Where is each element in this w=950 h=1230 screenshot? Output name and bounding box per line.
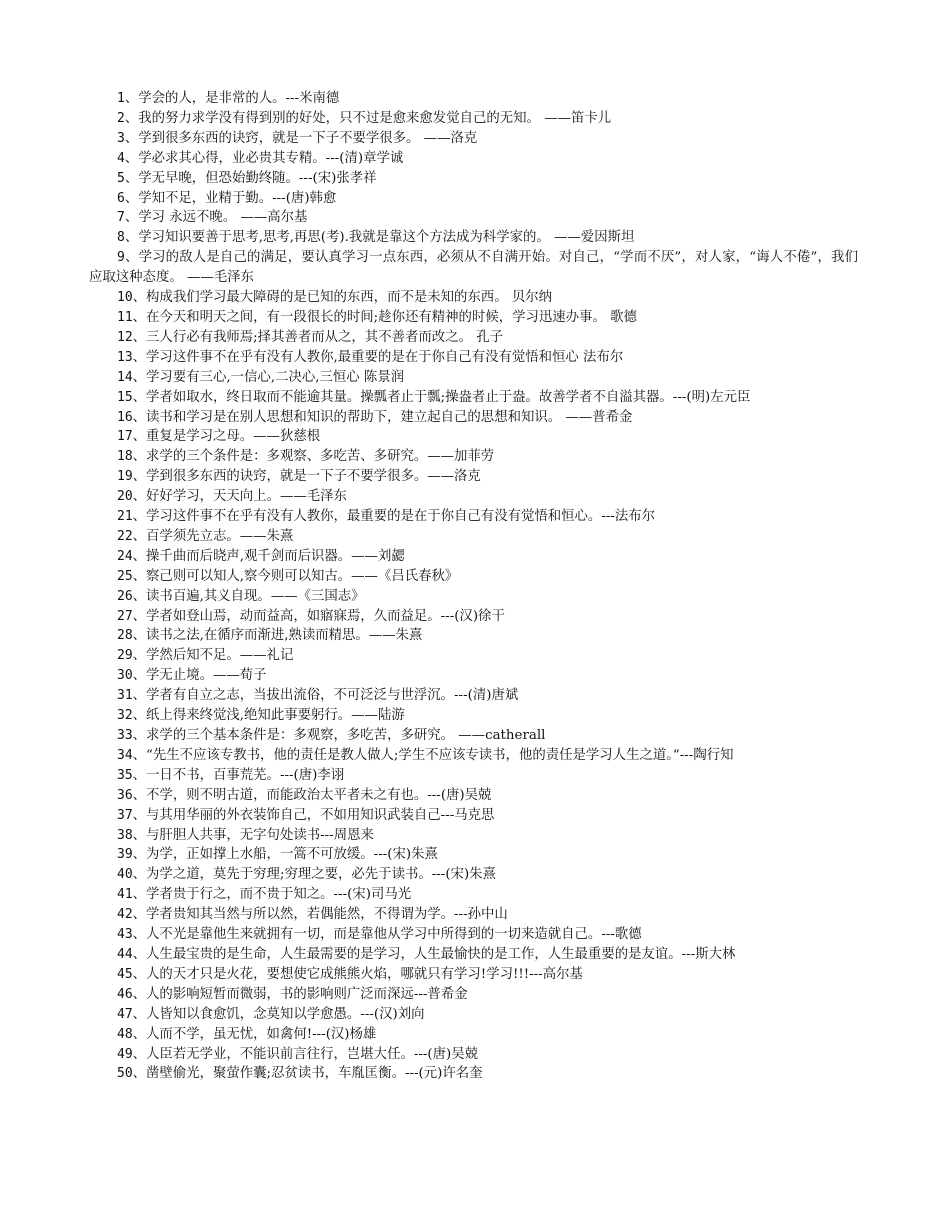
- quote-item: [89, 587, 858, 607]
- quote-number: 43: [117, 927, 133, 943]
- quote-separator: 、: [132, 946, 147, 962]
- quote-item: [89, 905, 858, 925]
- quote-separator: 、: [132, 489, 147, 505]
- quote-text: 学会的人，是非常的人。---米南德: [138, 91, 340, 106]
- quote-text: 学习这件事不在乎有没有人教你，最重要的是在于你自己有没有觉悟和恒心。---法布尔: [146, 509, 656, 525]
- quote-text: 学无止境。——荀子: [146, 668, 267, 684]
- quote-item: [89, 766, 858, 786]
- quote-separator: 、: [124, 91, 139, 106]
- quote-text: 学者如取水，终日取而不能逾其量。操瓢者止于瓢;操盎者止于盎。故善学者不自溢其器。---(明)左元臣: [146, 389, 751, 405]
- quote-text: 读书和学习是在别人思想和知识的帮助下，建立起自己的思想和知识。 ——普希金: [146, 409, 633, 425]
- quote-item: [89, 388, 858, 408]
- quote-text: 人臣若无学业，不能识前言往行，岂堪大任。---(唐)吴兢: [146, 1046, 479, 1062]
- quote-text: “先生不应该专教书，他的责任是教人做人;学生不应该专读书，他的责任是学习人生之道。”---陶行知: [146, 747, 734, 763]
- quote-item: [89, 567, 858, 587]
- quote-text: 为学，正如撑上水船，一篙不可放缓。---(宋)朱熹: [146, 847, 438, 863]
- quote-number: 18: [117, 449, 133, 465]
- quote-text: 与肝胆人共事，无字句处读书---周恩来: [146, 827, 374, 843]
- quote-item: [89, 607, 858, 627]
- quote-separator: 、: [132, 668, 147, 684]
- quote-text: 学然后知不足。——礼记: [146, 648, 294, 664]
- quote-item: [89, 925, 858, 945]
- quote-item: [89, 965, 858, 985]
- quote-text: 学必求其心得，业必贵其专精。---(清)章学诚: [138, 150, 404, 166]
- quote-separator: 、: [132, 349, 147, 365]
- quote-separator: 、: [132, 827, 147, 843]
- quote-number: 24: [117, 548, 133, 564]
- quote-number: 31: [117, 688, 133, 704]
- quote-item: [89, 626, 858, 646]
- quote-number: 7: [117, 210, 125, 226]
- quote-separator: 、: [124, 230, 139, 246]
- quote-separator: 、: [132, 867, 147, 883]
- quote-item: [89, 646, 858, 666]
- quote-number: 39: [117, 847, 133, 863]
- quote-separator: 、: [132, 767, 147, 783]
- quote-number: 11: [117, 309, 133, 325]
- quote-separator: 、: [132, 469, 147, 485]
- quote-number: 26: [117, 588, 133, 604]
- quote-item: [89, 786, 858, 806]
- quote-separator: 、: [132, 528, 147, 544]
- quote-separator: 、: [132, 1066, 147, 1082]
- quote-number: 38: [117, 827, 133, 843]
- quote-number: 37: [117, 807, 133, 823]
- quote-number: 2: [117, 110, 125, 126]
- quote-item: [89, 945, 858, 965]
- quote-number: 35: [117, 767, 133, 783]
- quote-separator: 、: [132, 1006, 147, 1022]
- quote-text: 好好学习，天天向上。——毛泽东: [146, 489, 347, 505]
- quote-item: [89, 248, 858, 288]
- quote-number: 41: [117, 887, 133, 903]
- quote-separator: 、: [132, 728, 147, 743]
- quote-text: 察己则可以知人,察今则可以知古。——《吕氏春秋》: [146, 568, 459, 584]
- quote-text: 学习这件事不在乎有没有人教你,最重要的是在于你自己有没有觉悟和恒心 法布尔: [146, 349, 624, 365]
- quote-number: 6: [117, 190, 125, 206]
- quote-text: 人的天才只是火花，要想使它成熊熊火焰，哪就只有学习!学习!!!---高尔基: [146, 966, 583, 982]
- quote-item: [89, 1064, 858, 1084]
- quote-item: [89, 507, 858, 527]
- quote-item: [89, 328, 858, 348]
- quote-separator: 、: [124, 170, 139, 186]
- quote-number: 19: [117, 469, 133, 485]
- quote-number: 50: [117, 1066, 133, 1082]
- quote-item: [89, 547, 858, 567]
- quote-item: [89, 985, 858, 1005]
- quote-number: 44: [117, 946, 133, 962]
- quote-separator: 、: [132, 907, 147, 923]
- quote-separator: 、: [132, 986, 147, 1002]
- quote-number: 13: [117, 349, 133, 365]
- quote-number: 30: [117, 668, 133, 684]
- quote-item: [89, 467, 858, 487]
- quote-text: 一日不书，百事荒芜。---(唐)李诩: [146, 767, 345, 783]
- quote-text: 求学的三个条件是：多观察、多吃苦、多研究。——加菲劳: [146, 449, 495, 465]
- quote-separator: 、: [132, 409, 147, 425]
- quote-item: [89, 208, 858, 228]
- quote-number: 25: [117, 568, 133, 584]
- quote-number: 21: [117, 509, 133, 525]
- quote-text: 操千曲而后晓声,观千剑而后识器。——刘勰: [146, 548, 405, 564]
- quote-item: [89, 885, 858, 905]
- quote-number: 48: [117, 1026, 133, 1042]
- quote-text: 学到很多东西的诀窍，就是一下子不要学很多。 ——洛克: [138, 130, 478, 146]
- quote-item: [89, 826, 858, 846]
- quote-item: [89, 89, 858, 109]
- quote-item: [89, 308, 858, 328]
- quote-text: 学者贵知其当然与所以然，若偶能然，不得谓为学。---孙中山: [146, 907, 508, 923]
- quote-item: [89, 706, 858, 726]
- quote-separator: 、: [132, 887, 147, 903]
- quote-item: [89, 368, 858, 388]
- quote-number: 8: [117, 230, 125, 246]
- quote-text: 与其用华丽的外衣装饰自己，不如用知识武装自己---马克思: [146, 807, 495, 823]
- quote-text: 不学，则不明古道，而能政治太平者未之有也。---(唐)吴兢: [146, 787, 492, 803]
- quote-number: 46: [117, 986, 133, 1002]
- quote-item: [89, 129, 858, 149]
- quote-item: [89, 149, 858, 169]
- quote-separator: 、: [124, 130, 139, 146]
- quote-text: 学习 永远不晚。 ——高尔基: [138, 210, 308, 226]
- quote-text: 学知不足，业精于勤。---(唐)韩愈: [138, 190, 337, 206]
- quote-text: 构成我们学习最大障碍的是已知的东西，而不是未知的东西。 贝尔纳: [146, 290, 553, 306]
- quote-text: 我的努力求学没有得到别的好处，只不过是愈来愈发觉自己的无知。 ——笛卡儿: [138, 110, 612, 126]
- quote-separator: 、: [124, 210, 139, 226]
- quote-number: 27: [117, 608, 133, 624]
- quote-item: [89, 1045, 858, 1065]
- quote-text: 人不光是靠他生来就拥有一切，而是靠他从学习中所得到的一切来造就自己。---歌德: [146, 927, 642, 943]
- quote-separator: 、: [124, 150, 139, 166]
- quote-number: 28: [117, 628, 133, 644]
- quote-separator: 、: [132, 927, 147, 943]
- quote-item: [89, 686, 858, 706]
- quote-number: 1: [117, 91, 125, 106]
- quote-text: 重复是学习之母。——狄慈根: [146, 429, 321, 445]
- quote-text: 人的影响短暂而微弱，书的影响则广泛而深远---普希金: [146, 986, 468, 1002]
- quote-separator: 、: [132, 588, 147, 604]
- quote-item: [89, 109, 858, 129]
- quote-separator: 、: [124, 110, 139, 126]
- quote-text: 学习要有三心,一信心,二决心,三恒心 陈景润: [146, 369, 405, 385]
- quote-separator: 、: [124, 250, 139, 266]
- quote-item: [89, 447, 858, 467]
- quote-text: 百学须先立志。——朱熹: [146, 528, 294, 544]
- quote-separator: 、: [132, 309, 147, 325]
- quote-text: 三人行必有我师焉;择其善者而从之，其不善者而改之。 孔子: [146, 329, 503, 345]
- quote-item: [89, 288, 858, 308]
- quote-text: 学习知识要善于思考,思考,再思(考).我就是靠这个方法成为科学家的。 ——爱因斯坦: [138, 230, 635, 246]
- quote-separator: 、: [132, 429, 147, 445]
- quote-text: 凿壁偷光，聚萤作囊;忍贫读书，车胤匡衡。---(元)许名奎: [146, 1066, 483, 1082]
- quote-number: 42: [117, 907, 133, 923]
- quote-item: [89, 228, 858, 248]
- quote-text: 人生最宝贵的是生命，人生最需要的是学习，人生最愉快的是工作，人生最重要的是友谊。---斯大林: [146, 946, 736, 962]
- quote-text: 人皆知以食愈饥，念莫知以学愈愚。---(汉)刘向: [146, 1006, 425, 1022]
- quote-separator: 、: [132, 509, 147, 525]
- quote-text: 求学的三个基本条件是：多观察，多吃苦，多研究。 ——catherall: [146, 728, 546, 743]
- quote-list: [89, 89, 858, 1084]
- quote-number: 5: [117, 170, 125, 186]
- quote-number: 45: [117, 966, 133, 982]
- quote-separator: 、: [132, 787, 147, 803]
- quote-separator: 、: [132, 449, 147, 465]
- quote-number: 49: [117, 1046, 133, 1062]
- quote-separator: 、: [132, 389, 147, 405]
- quote-item: [89, 189, 858, 209]
- quote-number: 12: [117, 329, 133, 345]
- quote-text: 学无早晚，但恐始勤终随。---(宋)张孝祥: [138, 170, 377, 186]
- quote-text: 在今天和明天之间，有一段很长的时间;趁你还有精神的时候，学习迅速办事。 歌德: [146, 309, 637, 325]
- quote-separator: 、: [132, 548, 147, 564]
- quote-number: 34: [117, 747, 133, 763]
- quote-number: 40: [117, 867, 133, 883]
- quote-number: 14: [117, 369, 133, 385]
- quote-text: 为学之道，莫先于穷理;穷理之要，必先于读书。---(宋)朱熹: [146, 867, 496, 883]
- quote-item: [89, 865, 858, 885]
- quote-separator: 、: [132, 608, 147, 624]
- quote-text: 学习的敌人是自己的满足，要认真学习一点东西，必须从不自满开始。对自己，“学而不厌”，对人家，“诲人不倦”，我们应取这种态度。 ——毛泽东: [89, 250, 858, 286]
- quote-text: 学到很多东西的诀窍，就是一下子不要学很多。——洛克: [146, 469, 481, 485]
- quote-separator: 、: [132, 1026, 147, 1042]
- quote-separator: 、: [132, 568, 147, 584]
- quote-number: 22: [117, 528, 133, 544]
- quote-separator: 、: [132, 290, 147, 306]
- quote-number: 10: [117, 290, 133, 306]
- quote-number: 17: [117, 429, 133, 445]
- quote-separator: 、: [132, 688, 147, 704]
- quote-number: 16: [117, 409, 133, 425]
- quote-number: 4: [117, 150, 125, 166]
- quote-text: 学者如登山焉，动而益高，如寤寐焉，久而益足。---(汉)徐干: [146, 608, 505, 624]
- quote-separator: 、: [132, 628, 147, 644]
- quote-separator: 、: [132, 747, 147, 763]
- quote-number: 20: [117, 489, 133, 505]
- quote-item: [89, 527, 858, 547]
- quote-separator: 、: [124, 190, 139, 206]
- quote-text: 学者贵于行之，而不贵于知之。---(宋)司马光: [146, 887, 412, 903]
- quote-separator: 、: [132, 708, 147, 724]
- quote-number: 47: [117, 1006, 133, 1022]
- quote-text: 学者有自立之志，当拔出流俗，不可泛泛与世浮沉。---(清)唐斌: [146, 688, 519, 704]
- quote-number: 33: [117, 728, 133, 743]
- quote-separator: 、: [132, 648, 147, 664]
- quote-text: 纸上得来终觉浅,绝知此事要躬行。——陆游: [146, 708, 405, 724]
- quote-number: 15: [117, 389, 133, 405]
- quote-item: [89, 726, 858, 746]
- quote-item: [89, 348, 858, 368]
- quote-separator: 、: [132, 329, 147, 345]
- quote-number: 36: [117, 787, 133, 803]
- quote-text: 读书之法,在循序而渐进,熟读而精思。——朱熹: [146, 628, 423, 644]
- quote-item: [89, 666, 858, 686]
- quote-item: [89, 845, 858, 865]
- quote-separator: 、: [132, 807, 147, 823]
- quote-number: 3: [117, 130, 125, 146]
- quote-item: [89, 487, 858, 507]
- quote-item: [89, 1025, 858, 1045]
- quote-item: [89, 806, 858, 826]
- quote-item: [89, 408, 858, 428]
- quote-item: [89, 169, 858, 189]
- quote-separator: 、: [132, 847, 147, 863]
- quote-separator: 、: [132, 966, 147, 982]
- quote-item: [89, 427, 858, 447]
- quote-number: 29: [117, 648, 133, 664]
- quote-separator: 、: [132, 369, 147, 385]
- quote-text: 人而不学，虽无忧，如禽何!---(汉)杨雄: [146, 1026, 377, 1042]
- quote-item: [89, 746, 858, 766]
- quote-item: [89, 1005, 858, 1025]
- quote-number: 9: [117, 250, 125, 266]
- quote-number: 32: [117, 708, 133, 724]
- quote-separator: 、: [132, 1046, 147, 1062]
- quote-text: 读书百遍,其义自现。——《三国志》: [146, 588, 365, 604]
